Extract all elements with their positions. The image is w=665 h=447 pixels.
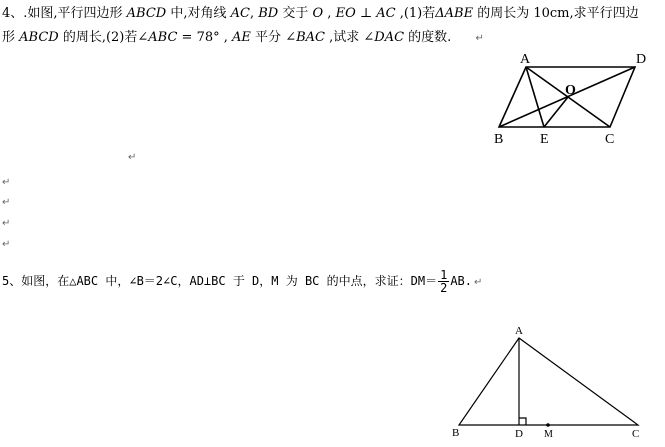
label-c: C (632, 428, 640, 440)
paragraph-return-mark: ↵ (2, 239, 11, 250)
paragraph-return-mark: ↵ (128, 152, 137, 163)
math-seg: AC (376, 6, 396, 21)
label-c: C (605, 132, 615, 147)
math-seg: ABCD (19, 30, 59, 45)
math-seg: BD (258, 6, 279, 21)
text-seg: ,(1)若 (395, 6, 436, 21)
math-seg: AC (230, 6, 250, 21)
parallelogram-figure (488, 50, 658, 150)
math-seg: ∠DAC (363, 30, 405, 45)
text-seg: ,试求 (324, 30, 364, 45)
math-seg: ∠BAC (285, 30, 325, 45)
text-seg: = 78° , (177, 30, 233, 45)
label-b: B (494, 132, 504, 147)
label-d: D (636, 52, 647, 67)
math-seg: O (312, 6, 324, 21)
text-seg: 4、.如图,平行四边形 (2, 6, 127, 21)
text-seg: 的度数. (404, 30, 452, 45)
label-o: O (565, 83, 576, 98)
paragraph-return-mark: ↵ (2, 197, 11, 208)
math-seg: ΔABE (435, 6, 474, 21)
label-b: B (452, 427, 460, 439)
text-seg: 交于 (278, 6, 313, 21)
problem-4-line-1 (2, 6, 639, 22)
problem-4-line-2 (2, 30, 484, 47)
label-a: A (515, 325, 523, 337)
paragraph-return-mark: ↵ (474, 277, 483, 288)
problem-5-line (2, 268, 482, 296)
text-seg: ⊥ (355, 6, 377, 21)
midpoint-m-dot (546, 423, 550, 427)
fraction-numerator: 1 (440, 268, 448, 282)
text-seg: 平分 (250, 30, 286, 45)
triangle-abc (459, 338, 638, 425)
text-seg: 的周长,(2)若 (58, 30, 138, 45)
label-a: A (520, 52, 531, 67)
segment-ae (526, 67, 544, 127)
triangle-figure (450, 324, 650, 444)
text-seg: , (249, 6, 259, 21)
problem-5-text-end: AB. (450, 274, 472, 288)
math-seg: ABCD (126, 6, 167, 21)
text-seg: 的周长为 10cm,求平行四边 (473, 6, 639, 21)
label-e: E (540, 132, 549, 147)
math-seg: AE (232, 30, 251, 45)
text-seg: 形 (2, 30, 20, 45)
fraction-denominator: 2 (440, 281, 448, 295)
paragraph-return-mark: ↵ (2, 218, 11, 229)
text-seg: 中,对角线 (166, 6, 231, 21)
paragraph-return-mark: ↵ (2, 177, 11, 188)
text-seg: , (323, 6, 336, 21)
label-d: D (515, 428, 523, 440)
problem-5-text: 5、如图，在△ABC 中，∠B＝2∠C，AD⊥BC 于 D，M 为 BC 的中点，求证：DM＝ (2, 274, 438, 288)
math-seg: EO (335, 6, 356, 21)
math-seg: ∠ABC (137, 30, 178, 45)
label-m: M (544, 429, 553, 440)
right-angle-mark (519, 418, 526, 425)
fraction-one-half (438, 269, 449, 294)
paragraph-return-mark: ↵ (475, 33, 484, 44)
